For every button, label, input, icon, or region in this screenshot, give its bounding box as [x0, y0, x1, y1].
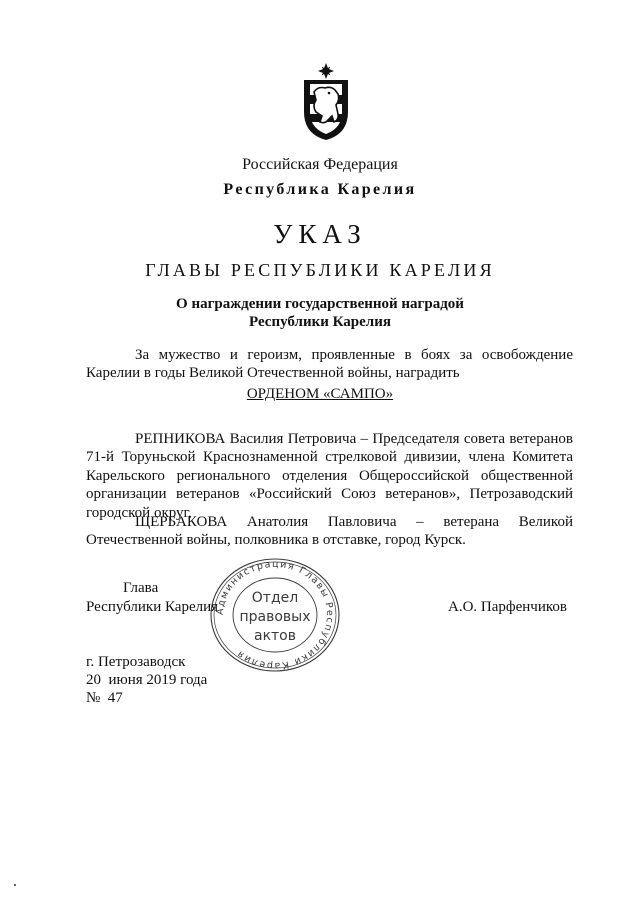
signature-title-line-1: Глава	[123, 580, 159, 596]
order-name: ОРДЕНОМ «САМПО»	[246, 386, 394, 402]
decree-title-line-2: Республики Карелия	[249, 314, 391, 330]
awardee-paragraph-1: РЕПНИКОВА Василия Петровича – Председателя совета ветеранов 71-й Торуньской Краснознаменной стрелковой дивизии, члена Комитета Карельского регионального отделения Общероссийской общественной организации ветеранов «Российский Союз ветеранов», Петрозаводский городской округ,	[86, 431, 573, 521]
scan-speck	[14, 884, 16, 886]
stamp-ring-text: Администрация Главы Республики Карелия	[214, 558, 336, 672]
issuer: ГЛАВЫ РЕСПУБЛИКИ КАРЕЛИЯ	[145, 260, 495, 280]
decree-number: № 47	[86, 690, 123, 706]
decree-title-line-1: О награждении государственной наградой	[176, 296, 464, 312]
stamp-line-2: правовых	[239, 609, 311, 625]
issue-date: 20 июня 2019 года	[86, 672, 208, 688]
stamp-line-3: актов	[253, 628, 297, 644]
republic-name: Республика Карелия	[223, 181, 417, 198]
document-type: УКАЗ	[273, 219, 367, 249]
intro-paragraph: За мужество и героизм, проявленные в боях за освобождение Карелии в годы Великой Отечественной войны, наградить	[86, 347, 573, 382]
stamp-line-1: Отдел	[251, 590, 299, 606]
signer-name: А.О. Парфенчиков	[448, 599, 567, 615]
issue-city: г. Петрозаводск	[86, 654, 186, 670]
coat-of-arms-icon	[298, 62, 354, 142]
awardee-paragraph-2: ЩЕРБАКОВА Анатолия Павловича – ветерана Великой Отечественной войны, полковника в отставке, город Курск.	[86, 514, 573, 549]
federation-name: Российская Федерация	[242, 156, 398, 173]
signature-title-line-2: Республики Карелия	[86, 599, 219, 615]
official-stamp	[208, 557, 342, 673]
